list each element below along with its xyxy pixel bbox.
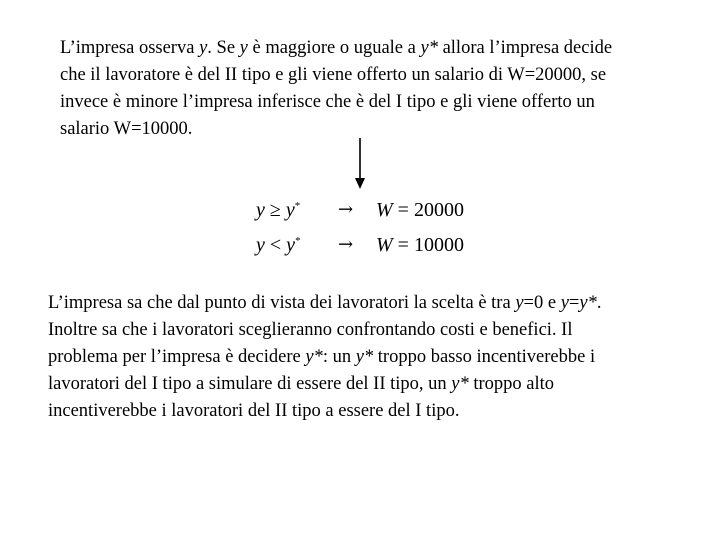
wage-assignment: W = 10000 [376, 234, 464, 256]
text-run: y [239, 38, 248, 58]
text-run: lavoratori del I tipo a simulare di essere del II tipo, un [48, 374, 452, 394]
wage-assignment: W = 20000 [376, 199, 464, 221]
down-arrow-icon [350, 138, 370, 190]
text-line [48, 344, 601, 371]
text-run: : un [322, 347, 356, 367]
text-run: allora l’impresa decide [437, 38, 613, 58]
text-run: y* [355, 347, 374, 367]
text-run: troppo basso incentiverebbe i [373, 347, 596, 367]
text-line [60, 62, 612, 89]
text-run: Inoltre sa che i lavoratori sceglieranno confrontando costi e benefici. Il [48, 320, 573, 340]
text-run: y [560, 293, 569, 313]
text-run: y* [305, 347, 323, 367]
text-line [60, 116, 612, 143]
text-run: y* [579, 293, 597, 313]
condition: y ≥ y* [256, 199, 301, 221]
text-run: L’impresa osserva [60, 38, 200, 58]
text-run: y* [420, 38, 438, 58]
text-run: problema per l’impresa è decidere [48, 347, 306, 367]
implies-arrow: → [338, 234, 354, 255]
text-line [48, 317, 601, 344]
text-run: y* [451, 374, 469, 394]
text-run: salario W=10000. [60, 119, 193, 139]
paragraph-observation [60, 35, 612, 143]
paragraph-problem [48, 290, 601, 425]
text-line [48, 290, 601, 317]
text-run: invece è minore l’impresa inferisce che è del I tipo e gli viene offerto un [60, 92, 595, 112]
text-run: . Se [207, 38, 240, 58]
text-run: L’impresa sa che dal punto di vista dei lavoratori la scelta è tra [48, 293, 516, 313]
text-run: è maggiore o uguale a [247, 38, 421, 58]
text-run: che il lavoratore è del II tipo e gli viene offerto un salario di W=20000, se [60, 65, 607, 85]
text-line [48, 398, 601, 425]
condition: y < y* [256, 234, 301, 256]
text-run: troppo alto [468, 374, 555, 394]
text-line [60, 89, 612, 116]
implies-arrow: → [338, 199, 354, 220]
text-run: =0 e [523, 293, 561, 313]
text-line [60, 35, 612, 62]
text-run: y [515, 293, 524, 313]
text-run: y [199, 38, 208, 58]
text-line [48, 371, 601, 398]
text-run: = [568, 293, 580, 313]
text-run: . [596, 293, 602, 313]
text-run: incentiverebbe i lavoratori del II tipo a essere del I tipo. [48, 401, 460, 421]
